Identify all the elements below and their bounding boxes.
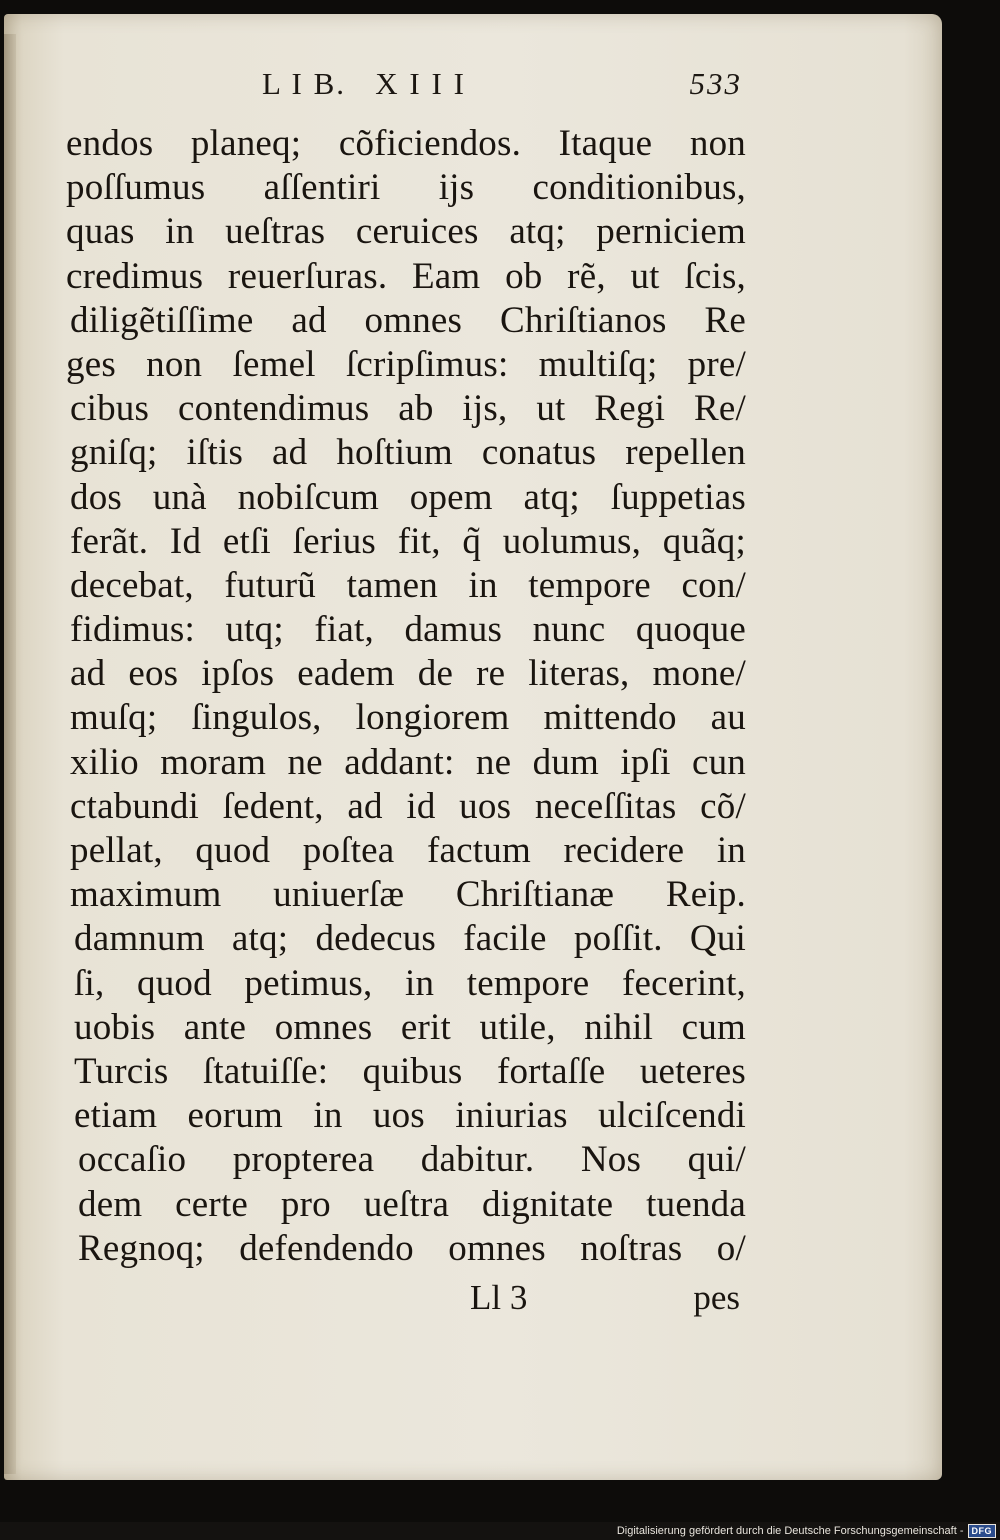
text-line: diligẽtiſſime ad omnes Chriſtianos Re [70,299,746,341]
text-line: xilio moram ne addant: ne dum ipſi cun [70,741,746,783]
text-line: fidimus: utq; fiat, damus nunc quoque [70,609,746,651]
text-line: muſq; ſingulos, longiorem mittendo au [70,697,746,739]
text-line: ſi, quod petimus, in tempore fecerint, [74,962,746,1004]
text-line: pellat, quod poſtea factum recidere in [70,830,746,871]
text-line: cibus contendimus ab ijs, ut Regi Re/ [70,388,746,430]
dfg-logo: DFG [968,1524,997,1538]
text-line: Turcis ſtatuiſſe: quibus fortaſſe ueteres [74,1050,746,1092]
text-line: etiam eorum in uos iniurias ulciſcendi [74,1095,746,1137]
text-line: maximum uniuerſæ Chriſtianæ Reip. [70,874,746,916]
text-line: dem certe pro ueſtra dignitate tuenda [78,1183,746,1225]
catchword: pes [693,1278,740,1317]
text-line: poſſumus aſſentiri ijs conditionibus, [66,167,746,209]
text-line: quas in ueſtras ceruices atq; perniciem [66,211,746,253]
page-number: 533 [689,66,742,101]
text-line: ges non ſemel ſcripſimus: multiſq; pre/ [66,343,746,385]
page-binding-edge [4,34,16,1474]
text-line: dos unà nobiſcum opem atq; ſuppetias [70,476,746,518]
body-text [66,122,746,1271]
text-line: credimus reuerſuras. Eam ob rẽ, ut ſcis, [66,255,746,297]
text-line: ctabundi ſedent, ad id uos neceſſitas cõ/ [70,785,746,827]
digitization-credit [617,1522,996,1540]
text-line: damnum atq; dedecus facile poſſit. Qui [74,918,746,960]
text-line: gniſq; iſtis ad hoſtium conatus repellen [70,432,746,474]
text-line: Regnoq; defendendo omnes noſtras o/ [78,1227,746,1269]
credit-text: Digitalisierung gefördert durch die Deutsche Forschungsgemeinschaft - [616,1525,964,1537]
running-head: L I B. X I I I [262,66,466,101]
page-header [262,66,742,110]
text-line: occaſio propterea dabitur. Nos qui/ [78,1139,746,1181]
text-line: ferãt. Id etſi ſerius fit, q̃ uolumus, quãq; [70,520,746,562]
text-line: uobis ante omnes erit utile, nihil cum [74,1006,746,1048]
text-line: ad eos ipſos eadem de re literas, mone/ [70,653,746,695]
signature-mark: Ll 3 [470,1278,528,1317]
catch-line [470,1278,740,1322]
text-line: endos planeq; cõficiendos. Itaque non [66,123,746,164]
text-line: decebat, futurũ tamen in tempore con/ [70,564,746,606]
